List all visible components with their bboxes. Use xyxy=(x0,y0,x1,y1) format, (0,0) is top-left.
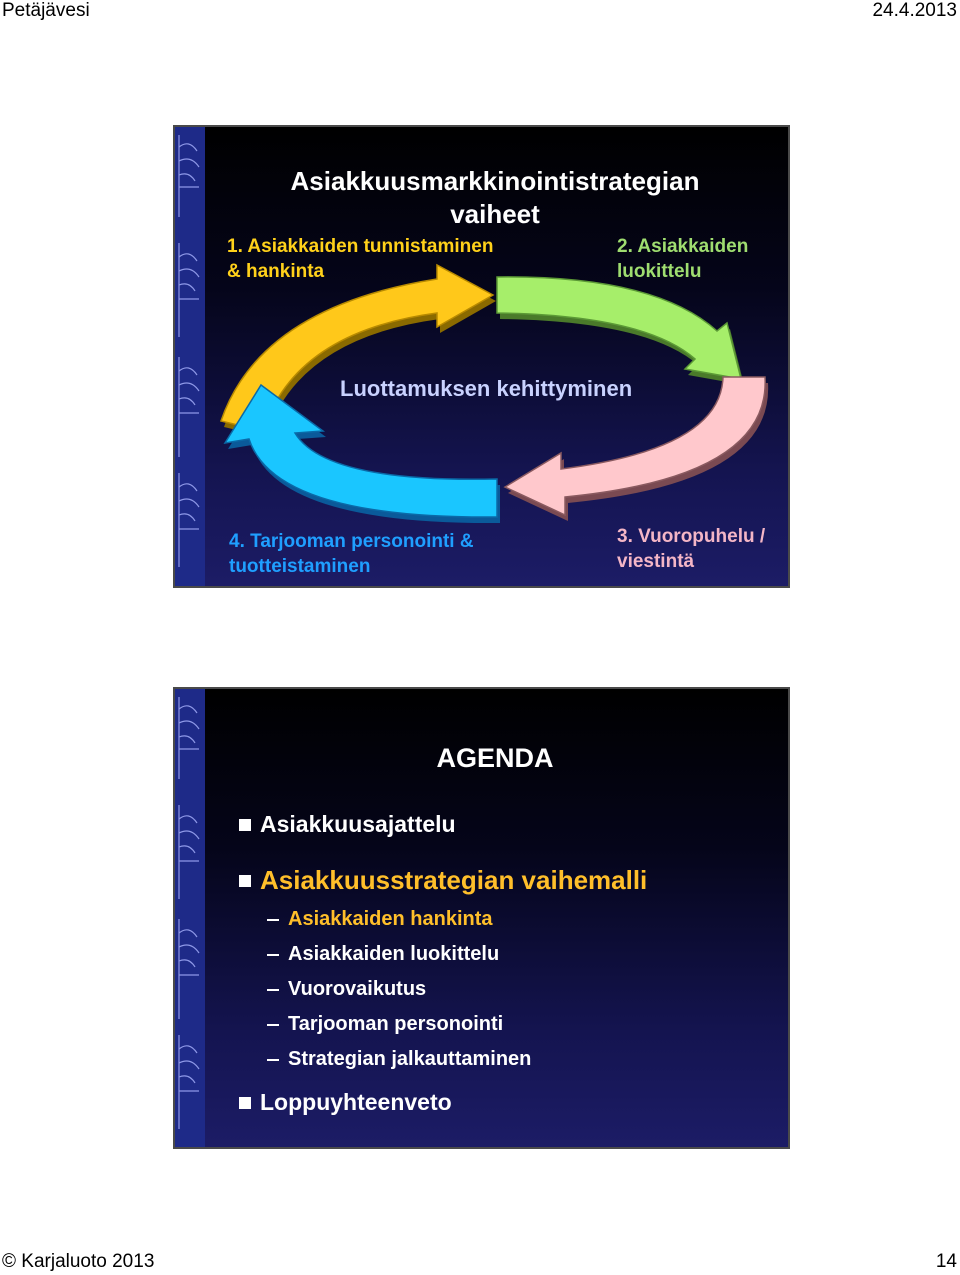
step2-line2: luokittelu xyxy=(617,261,702,282)
agenda-subitem-label: Tarjooman personointi xyxy=(288,1013,504,1035)
step2-label xyxy=(617,234,748,284)
step3-line2: viestintä xyxy=(617,551,695,572)
header-date: 24.4.2013 xyxy=(872,0,957,21)
agenda-subitem-label: Vuorovaikutus xyxy=(288,978,427,1000)
step4-label xyxy=(229,529,474,579)
dash-bullet-icon xyxy=(267,919,279,921)
square-bullet-icon xyxy=(239,819,251,831)
agenda-subitem xyxy=(267,943,499,966)
dash-bullet-icon xyxy=(267,1059,279,1061)
arrow-step2-icon xyxy=(497,277,744,385)
agenda-item-label: Asiakkuusajattelu xyxy=(260,811,456,837)
square-bullet-icon xyxy=(239,875,251,887)
step2-line1: 2. Asiakkaiden xyxy=(617,236,749,257)
slide-strategy-phases xyxy=(173,125,790,588)
step3-label xyxy=(617,524,765,574)
slide1-title-line2: vaiheet xyxy=(450,199,540,229)
agenda-item xyxy=(239,811,456,838)
agenda-item xyxy=(239,1089,452,1116)
step1-line2: & hankinta xyxy=(227,261,325,282)
square-bullet-icon xyxy=(239,1097,251,1109)
agenda-subitem-label: Asiakkaiden luokittelu xyxy=(288,943,500,965)
slide-agenda xyxy=(173,687,790,1149)
center-label: Luottamuksen kehittyminen xyxy=(340,376,633,401)
agenda-item-label: Asiakkuusstrategian vaihemalli xyxy=(260,865,648,895)
step4-line1: 4. Tarjooman personointi & xyxy=(229,531,474,552)
agenda-subitem xyxy=(267,978,426,1001)
slide2-title: AGENDA xyxy=(436,743,554,773)
dash-bullet-icon xyxy=(267,989,279,991)
step1-label xyxy=(227,234,493,284)
agenda-subitem-label: Strategian jalkauttaminen xyxy=(288,1048,532,1070)
dash-bullet-icon xyxy=(267,954,279,956)
step1-line1: 1. Asiakkaiden tunnistaminen xyxy=(227,236,494,257)
step4-line2: tuotteistaminen xyxy=(229,556,371,577)
footer-copyright: © Karjaluoto 2013 xyxy=(2,1251,155,1272)
slide1-title xyxy=(235,165,755,231)
dash-bullet-icon xyxy=(267,1024,279,1026)
header-location: Petäjävesi xyxy=(2,0,90,21)
agenda-item xyxy=(239,865,647,896)
agenda-subitem xyxy=(267,1013,503,1036)
agenda-subitem-label: Asiakkaiden hankinta xyxy=(288,908,493,930)
agenda-subitem xyxy=(267,1048,531,1071)
agenda-item-label: Loppuyhteenveto xyxy=(260,1089,452,1115)
agenda-subitem xyxy=(267,908,493,931)
slide1-title-line1: Asiakkuusmarkkinointistrategian xyxy=(290,166,700,196)
page-number: 14 xyxy=(935,1251,957,1272)
arrow-step4-icon xyxy=(225,385,500,523)
step3-line1: 3. Vuoropuhelu / xyxy=(617,526,766,547)
